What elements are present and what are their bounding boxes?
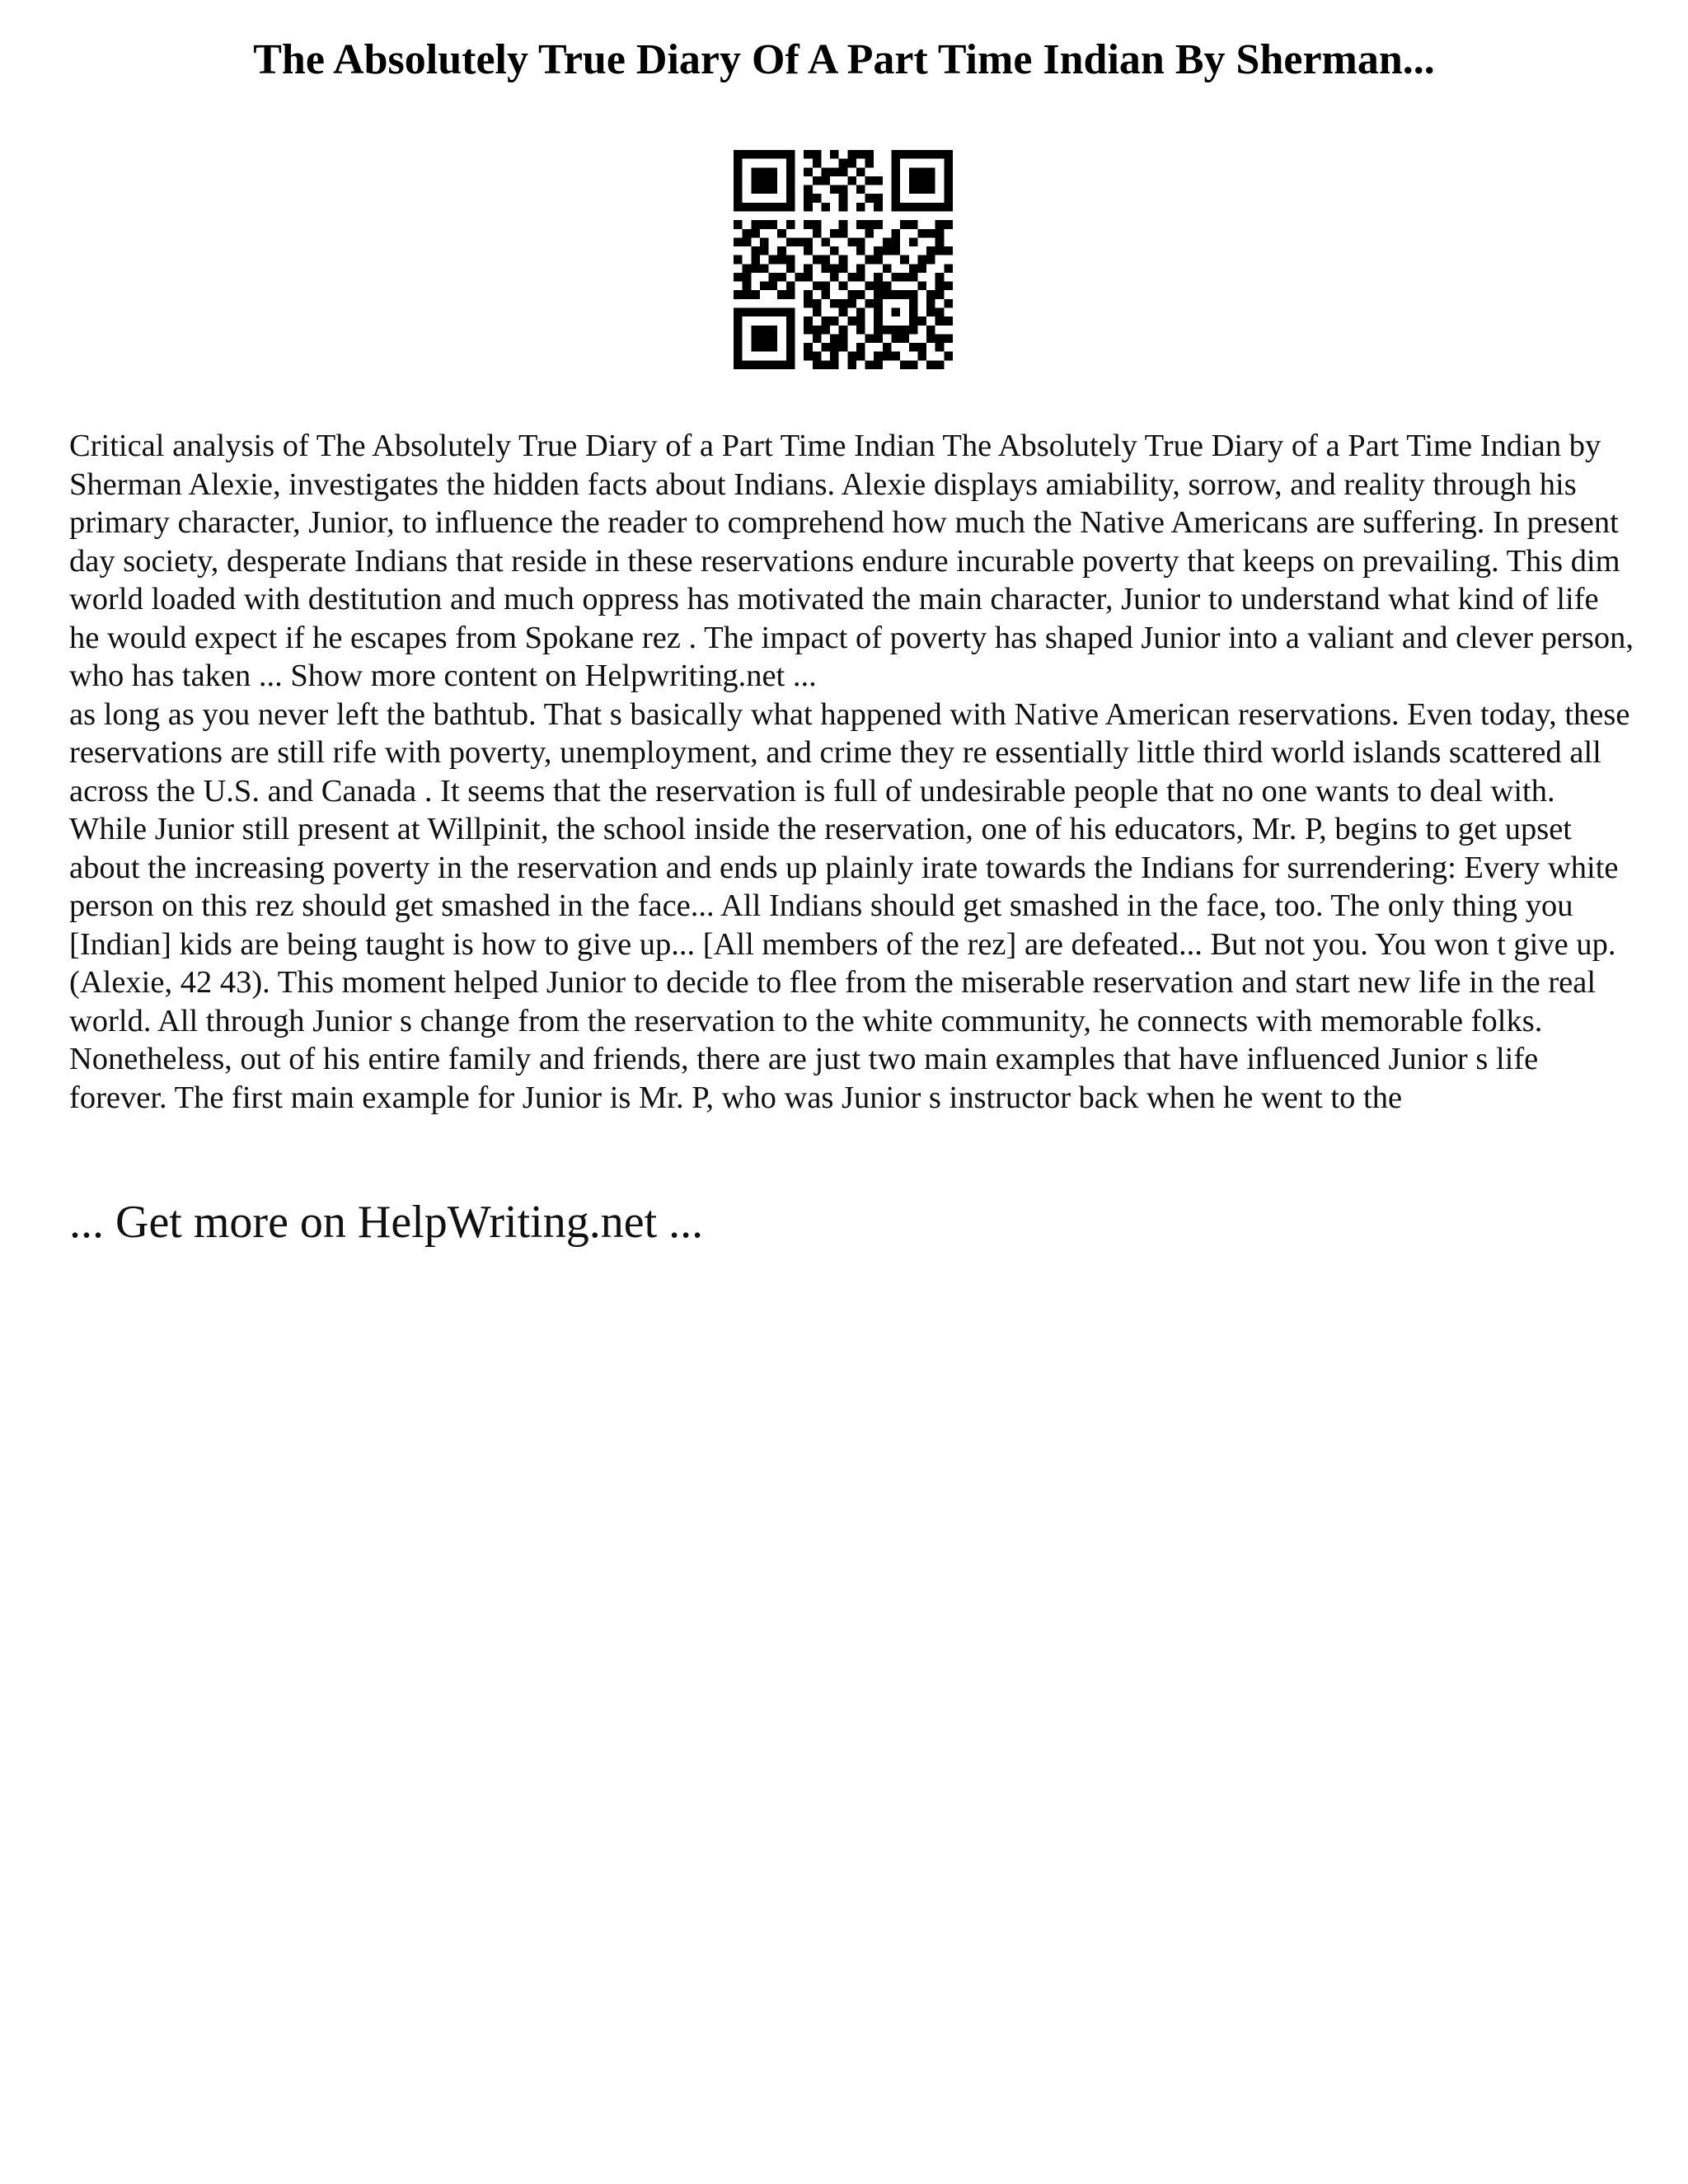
page-title: The Absolutely True Diary Of A Part Time Indian By Sherman... <box>253 36 1435 83</box>
paragraph: Critical analysis of The Absolutely True Diary of a Part Time Indian The Absolutely True Diary of a Part Time Indian by Sherman Alexie, investigates the hidden facts about Indians. Alexie displays amiability, sorrow, and reality through his primary character, Junior, to influence the reader to comprehend how much the Native Americans are suffering. In present day society, desperate Indians that reside in these reservations endure incurable poverty that keeps on prevailing. This dim world loaded with destitution and much oppress has motivated the main character, Junior to understand what kind of life he would expect if he escapes from Spokane rez . The impact of poverty has shaped Junior into a valiant and clever person, who has taken ... Show more content on Helpwriting.net ... <box>69 429 1634 693</box>
get-more-link[interactable]: ... Get more on HelpWriting.net ... <box>69 1197 704 1248</box>
paragraph: as long as you never left the bathtub. That s basically what happened with Native American reservations. Even today, these reservations are still rife with poverty, unemployment, and crime they re essentially little third world islands scattered all across the U.S. and Canada . It seems that the reservation is full of undesirable people that no one wants to deal with. While Junior still present at Willpinit, the school inside the reservation, one of his educators, Mr. P, begins to get upset about the increasing poverty in the reservation and ends up plainly irate towards the Indians for surrendering: Every white person on this rez should get smashed in the face... All Indians should get smashed in the face, too. The only thing you [Indian] kids are being taught is how to give up... [All members of the rez] are defeated... But not you. You won t give up. (Alexie, 42 43). This moment helped Junior to decide to flee from the miserable reservation and start new life in the real world. All through Junior s change from the reservation to the white community, he connects with memorable folks. Nonetheless, out of his entire family and friends, there are just two main examples that have influenced Junior s life forever. The first main example for Junior is Mr. P, who was Junior s instructor back when he went to the <box>69 696 1630 1115</box>
qr-code-icon <box>734 150 953 369</box>
article-body <box>69 427 1635 1117</box>
